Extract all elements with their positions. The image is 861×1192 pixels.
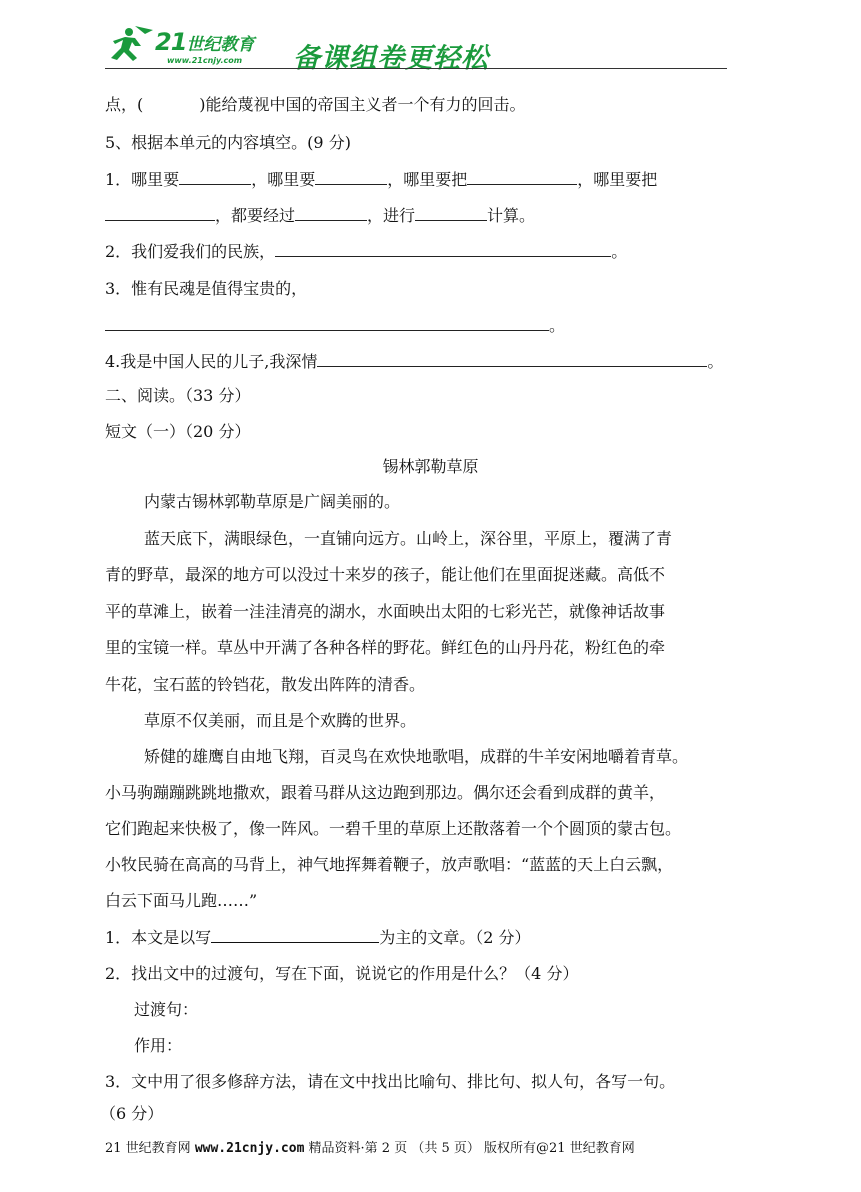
answer-blank[interactable] (105, 316, 549, 331)
page-footer (105, 1140, 635, 1158)
section-2-title: 二、阅读。（33 分） (105, 386, 251, 405)
line-1 (105, 95, 526, 115)
text: 。 (707, 352, 724, 371)
text: ，哪里要 (251, 170, 316, 189)
text: 。 (549, 316, 566, 335)
question-5-2 (105, 242, 627, 262)
paragraph-2-line: 里的宝镜一样。草丛中开满了各种各样的野花。鲜红色的山丹丹花，粉红色的牵 (105, 638, 666, 657)
logo-number: 21 (155, 28, 187, 56)
question-5-4 (105, 352, 723, 372)
paragraph-2-line: 平的草滩上，嵌着一洼洼清亮的湖水，水面映出太阳的七彩光芒，就像神话故事 (105, 602, 666, 621)
logo-url: www.21cnjy.com (167, 56, 243, 65)
answer-blank[interactable] (105, 206, 215, 221)
runner-logo-icon (105, 24, 157, 64)
passage-1-label: 短文（一）（20 分） (105, 422, 251, 441)
text: )能给蔑视中国的帝国主义者一个有力的回击。 (199, 95, 526, 114)
paragraph-4-line: 小牧民骑在高高的马背上，神气地挥舞着鞭子，放声歌唱：“蓝蓝的天上白云飘， (105, 855, 674, 874)
question-2-function-label: 作用： (134, 1036, 183, 1055)
answer-blank[interactable] (275, 242, 611, 257)
text: 。 (611, 242, 628, 261)
header-divider (105, 68, 727, 69)
answer-blank[interactable] (467, 170, 577, 185)
slogan: 备课组卷更轻松 (293, 43, 489, 74)
question-3-score: （6 分） (100, 1104, 164, 1123)
answer-blank[interactable] (179, 170, 251, 185)
paragraph-2-line: 蓝天底下，满眼绿色，一直铺向远方。山岭上，深谷里，平原上，覆满了青 (144, 529, 673, 548)
text: ，进行 (367, 206, 416, 225)
footer-site: 21 世纪教育网 (105, 1141, 191, 1156)
passage-title: 锡林郭勒草原 (382, 457, 479, 476)
paragraph-3: 草原不仅美丽，而且是个欢腾的世界。 (144, 711, 417, 730)
page-header (105, 22, 727, 74)
text: ，都要经过 (215, 206, 296, 225)
question-2-transition-label: 过渡句： (134, 1000, 199, 1019)
text: 1．本文是以写 (105, 928, 212, 947)
question-5-3: 3．惟有民魂是值得宝贵的， (105, 279, 308, 298)
question-1 (105, 928, 530, 948)
text: ，哪里要把 (387, 170, 468, 189)
paragraph-4-line: 白云下面马儿跑……” (105, 891, 258, 910)
text: 点，( (105, 95, 144, 114)
answer-blank[interactable] (317, 352, 707, 367)
text: 为主的文章。（2 分） (379, 928, 531, 947)
text: 4.我是中国人民的儿子,我深情 (105, 352, 318, 371)
paragraph-4-line: 它们跑起来快极了，像一阵风。一碧千里的草原上还散落着一个个圆顶的蒙古包。 (105, 819, 682, 838)
logo-text (155, 28, 254, 56)
answer-blank[interactable] (211, 928, 379, 943)
question-5-1-line2 (105, 206, 535, 226)
paragraph-2-line: 牛花，宝石蓝的铃铛花，散发出阵阵的清香。 (105, 675, 426, 694)
text: ，哪里要把 (577, 170, 658, 189)
footer-info: 精品资料·第 2 页 （共 5 页） 版权所有@21 世纪教育网 (308, 1141, 635, 1156)
question-5-1-line1 (105, 170, 657, 190)
paragraph-1: 内蒙古锡林郭勒草原是广阔美丽的。 (144, 492, 401, 511)
question-5-3-answer (105, 316, 565, 336)
answer-blank[interactable] (315, 170, 387, 185)
question-5-title: 5、根据本单元的内容填空。(9 分) (105, 133, 351, 152)
text: 计算。 (487, 206, 536, 225)
paragraph-2-line: 青的野草，最深的地方可以没过十来岁的孩子，能让他们在里面捉迷藏。高低不 (105, 565, 666, 584)
paragraph-4-line: 矫健的雄鹰自由地飞翔，百灵鸟在欢快地歌唱，成群的牛羊安闲地嚼着青草。 (144, 747, 689, 766)
answer-blank[interactable] (295, 206, 367, 221)
text: 2．我们爱我们的民族， (105, 242, 276, 261)
question-2: 2．找出文中的过渡句，写在下面，说说它的作用是什么？（4 分） (105, 964, 579, 983)
question-3: 3．文中用了很多修辞方法，请在文中找出比喻句、排比句、拟人句，各写一句。 (105, 1072, 676, 1091)
footer-url[interactable]: www.21cnjy.com (194, 1141, 305, 1156)
paragraph-4-line: 小马驹蹦蹦跳跳地撒欢，跟着马群从这边跑到那边。偶尔还会看到成群的黄羊， (105, 783, 666, 802)
text: 1．哪里要 (105, 170, 180, 189)
logo-cn: 世纪教育 (186, 35, 255, 55)
answer-blank[interactable] (415, 206, 487, 221)
